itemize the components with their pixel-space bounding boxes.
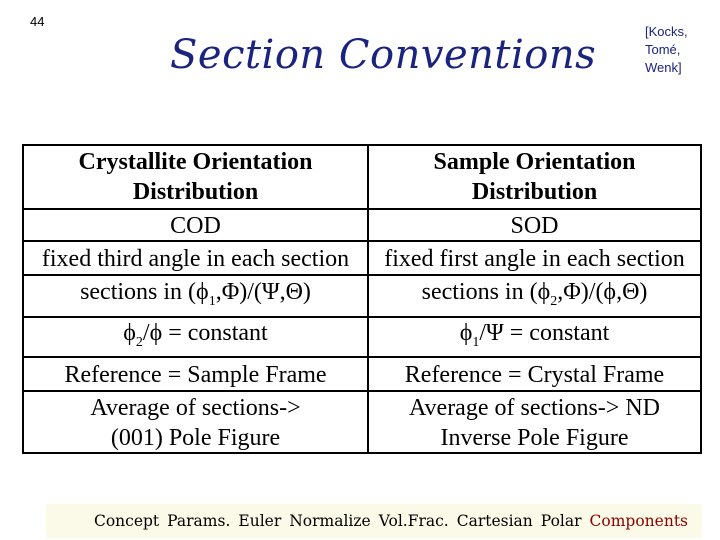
table-row — [24, 240, 700, 276]
table-cell-right — [369, 242, 700, 276]
cell-text: $\phi_1/\Psi$ = constant — [459, 320, 610, 350]
nav-link-polar[interactable]: Polar — [540, 512, 582, 530]
table-cell-right — [369, 358, 700, 392]
header-cell-sod — [369, 146, 700, 208]
cell-text: COD — [170, 213, 221, 239]
citation-line: Wenk] — [645, 60, 682, 75]
table-row — [24, 208, 700, 242]
cell-text: (001) Pole Figure — [110, 425, 281, 451]
section-nav-bar — [46, 504, 702, 538]
nav-link-cartesian[interactable]: Cartesian — [456, 512, 533, 530]
table-cell-left — [24, 242, 369, 276]
nav-link-concept[interactable]: Concept — [93, 512, 160, 530]
table-row — [24, 316, 700, 358]
table-cell-right — [369, 318, 700, 358]
table-cell-left — [24, 210, 369, 242]
cell-text: Average of sections-> — [90, 395, 301, 421]
nav-link-params[interactable]: Params. — [167, 512, 231, 530]
slide-number: 44 — [30, 14, 45, 29]
table-cell-right — [369, 392, 700, 454]
header-line: Distribution — [132, 179, 259, 205]
cell-text: Reference = Sample Frame — [64, 362, 327, 388]
table-cell-left — [24, 358, 369, 392]
cell-text: Average of sections-> ND — [408, 395, 660, 421]
cell-text: $\phi_2/\phi$ = constant — [123, 320, 268, 350]
table-cell-right — [369, 276, 700, 318]
nav-link-normalize[interactable]: Normalize — [289, 512, 371, 530]
header-cell-cod — [24, 146, 369, 208]
table-cell-left — [24, 318, 369, 358]
cell-text: fixed first angle in each section — [384, 246, 685, 272]
nav-link-vol-frac[interactable]: Vol.Frac. — [378, 512, 449, 530]
cell-text: Inverse Pole Figure — [440, 425, 629, 451]
table-cell-left — [24, 276, 369, 318]
cell-text: SOD — [510, 213, 559, 239]
cell-text: fixed third angle in each section — [41, 246, 350, 272]
cell-text: Reference = Crystal Frame — [404, 362, 665, 388]
table-cell-left — [24, 392, 369, 454]
table-row — [24, 356, 700, 392]
table-header-row — [24, 146, 700, 208]
citation — [645, 23, 715, 77]
header-line: Crystallite Orientation — [78, 149, 313, 175]
citation-line: Tomé, — [645, 42, 681, 57]
header-line: Sample Orientation — [433, 149, 636, 175]
nav-link-components[interactable]: Components — [589, 512, 688, 530]
conventions-table — [22, 144, 702, 454]
page-title: Section Conventions — [170, 32, 597, 78]
cell-text: sections in $(\phi_1,\Phi)/(\Psi,\Theta)$ — [80, 279, 311, 309]
nav-link-euler[interactable]: Euler — [238, 512, 282, 530]
cell-text: sections in $(\phi_2,\Phi)/(\phi,\Theta)$ — [421, 279, 648, 309]
table-row — [24, 390, 700, 454]
citation-line: [Kocks, — [645, 24, 688, 39]
header-line: Distribution — [471, 179, 598, 205]
table-row — [24, 274, 700, 318]
table-cell-right — [369, 210, 700, 242]
